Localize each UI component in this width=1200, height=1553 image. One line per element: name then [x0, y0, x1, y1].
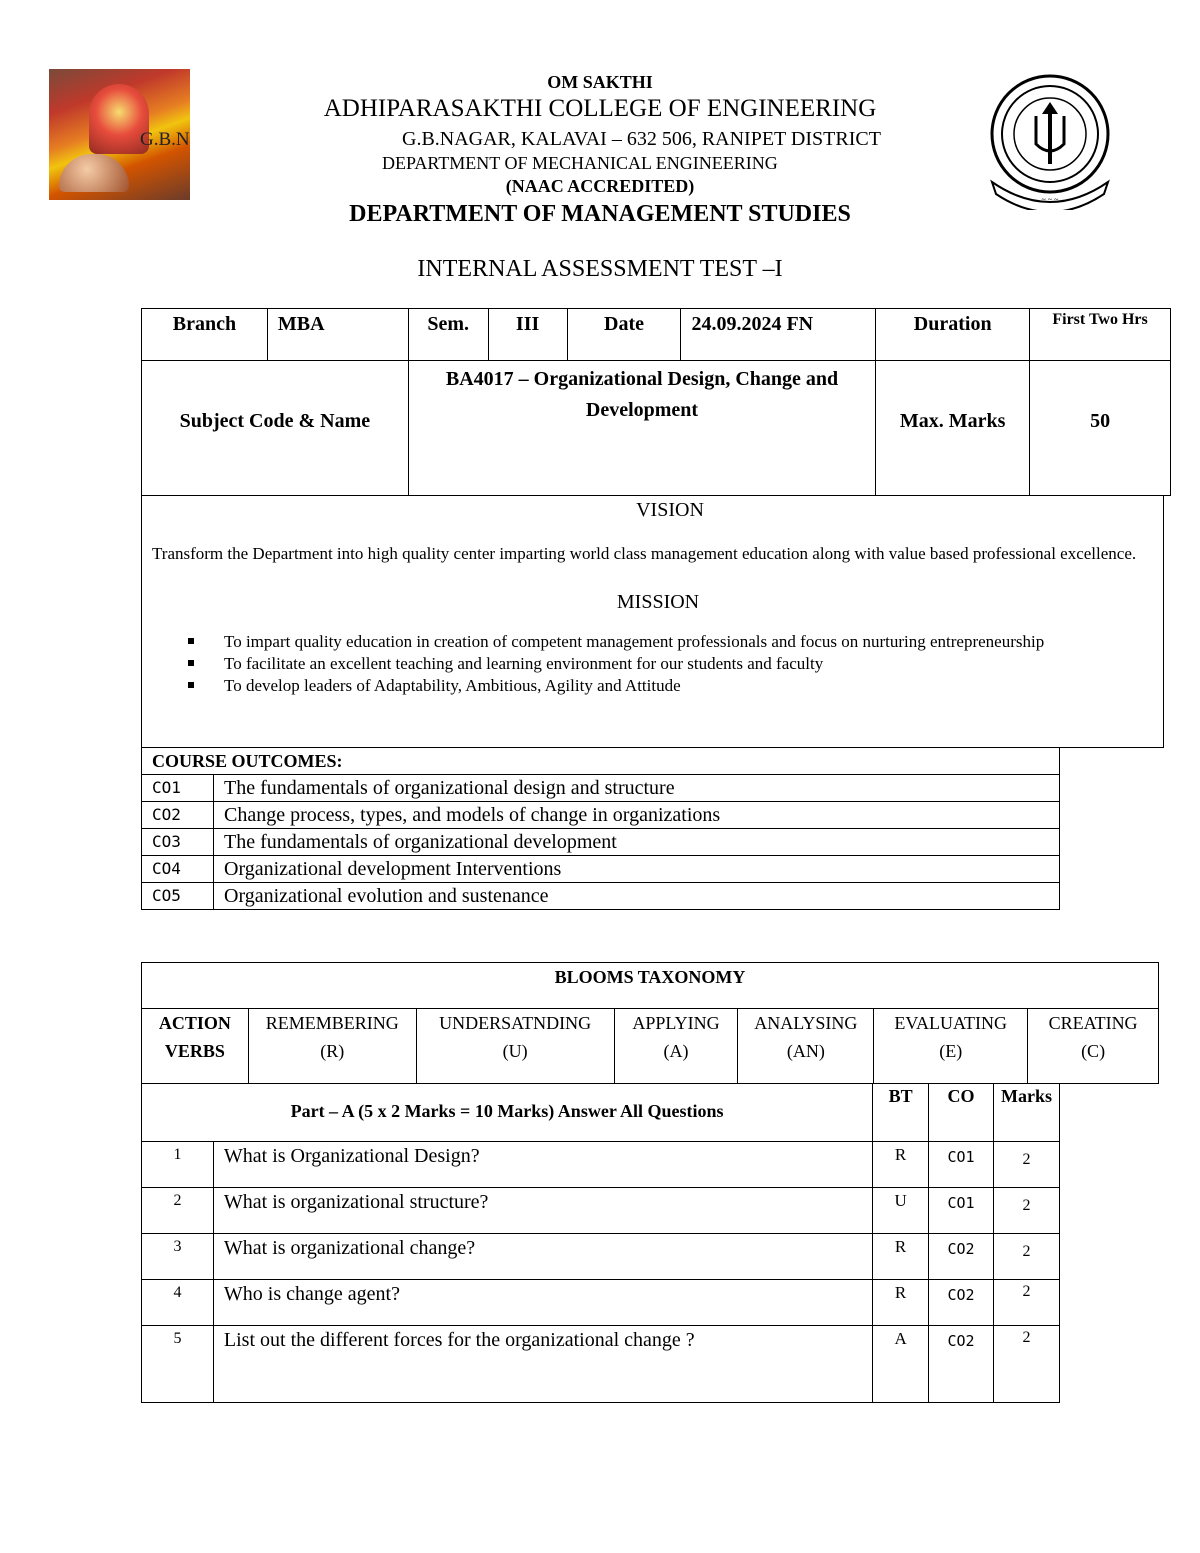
om-sakthi: OM SAKTHI — [547, 72, 653, 92]
vision-mission-box — [141, 495, 1164, 748]
question-bt: R — [873, 1141, 929, 1187]
table-row — [142, 775, 1060, 802]
co-description: The fundamentals of organizational development — [214, 829, 1060, 856]
dept-management: DEPARTMENT OF MANAGEMENT STUDIES — [349, 201, 851, 227]
sem-label: Sem. — [408, 309, 488, 361]
subject-label: Subject Code & Name — [142, 361, 409, 496]
college-emblem-logo — [986, 72, 1114, 210]
logo-text-overlay: G.B.N — [140, 129, 190, 150]
exam-info-table — [141, 308, 1171, 496]
question-co: CO1 — [929, 1187, 994, 1233]
college-address: G.B.NAGAR, KALAVAI – 632 506, RANIPET DISTRICT — [402, 128, 881, 150]
question-number: 5 — [142, 1325, 214, 1402]
table-row — [142, 883, 1060, 910]
blooms-title: BLOOMS TAXONOMY — [142, 963, 1159, 1009]
course-outcomes-table — [141, 748, 1060, 910]
question-text: What is organizational change? — [213, 1233, 872, 1279]
duration-value: First Two Hrs — [1030, 309, 1171, 361]
co-code: CO2 — [142, 802, 214, 829]
date-label: Date — [567, 309, 681, 361]
bt-column-header: BT — [873, 1083, 929, 1141]
question-marks: 2 — [994, 1233, 1060, 1279]
dept-mechanical: DEPARTMENT OF MECHANICAL ENGINEERING — [382, 153, 778, 173]
table-row — [142, 856, 1060, 883]
question-bt: R — [873, 1233, 929, 1279]
blooms-taxonomy-table — [141, 962, 1159, 1084]
test-title: INTERNAL ASSESSMENT TEST –I — [417, 256, 783, 282]
table-row — [142, 1233, 1060, 1279]
date-value: 24.09.2024 FN — [681, 309, 876, 361]
marks-column-header: Marks — [994, 1083, 1060, 1141]
question-co: CO1 — [929, 1141, 994, 1187]
mission-heading: MISSION — [616, 591, 700, 613]
bloom-level: EVALUATING (E) — [874, 1009, 1028, 1084]
co-code: CO1 — [142, 775, 214, 802]
question-marks: 2 — [994, 1325, 1060, 1402]
college-name: ADHIPARASAKTHI COLLEGE OF ENGINEERING — [323, 95, 877, 122]
co-description: Organizational development Interventions — [214, 856, 1060, 883]
sem-value: III — [488, 309, 567, 361]
subject-value: BA4017 – Organizational Design, Change and Development — [408, 361, 876, 496]
table-row — [142, 829, 1060, 856]
co-description: The fundamentals of organizational design and structure — [214, 775, 1060, 802]
svg-text:~ ~ ~: ~ ~ ~ — [1041, 195, 1059, 204]
action-verbs-label: ACTION VERBS — [142, 1009, 249, 1084]
mission-list — [142, 631, 1163, 697]
question-marks: 2 — [994, 1279, 1060, 1325]
branch-value: MBA — [267, 309, 408, 361]
vision-heading: VISION — [636, 499, 704, 521]
question-bt: A — [873, 1325, 929, 1402]
branch-label: Branch — [142, 309, 268, 361]
mission-item: To impart quality education in creation of competent management professionals and focus on nurturing entrepreneurship — [142, 631, 1163, 653]
question-number: 2 — [142, 1187, 214, 1233]
bullet-icon — [188, 682, 194, 688]
bloom-level: ANALYSING (AN) — [738, 1009, 874, 1084]
bloom-level: REMEMBERING (R) — [248, 1009, 416, 1084]
max-marks-label: Max. Marks — [876, 361, 1030, 496]
co-code: CO3 — [142, 829, 214, 856]
question-marks: 2 — [994, 1141, 1060, 1187]
question-text: What is Organizational Design? — [213, 1141, 872, 1187]
co-description: Organizational evolution and sustenance — [214, 883, 1060, 910]
course-outcomes-heading: COURSE OUTCOMES: — [142, 748, 1060, 775]
mission-item: To develop leaders of Adaptability, Ambitious, Agility and Attitude — [142, 675, 1163, 697]
bullet-icon — [188, 660, 194, 666]
max-marks-value: 50 — [1030, 361, 1171, 496]
duration-label: Duration — [876, 309, 1030, 361]
co-description: Change process, types, and models of change in organizations — [214, 802, 1060, 829]
vision-text: Transform the Department into high quality center imparting world class management education along with value based professional excellence. — [152, 544, 1137, 563]
question-co: CO2 — [929, 1325, 994, 1402]
mission-item: To facilitate an excellent teaching and learning environment for our students and faculty — [142, 653, 1163, 675]
naac-accredited: (NAAC ACCREDITED) — [505, 176, 695, 196]
question-bt: U — [873, 1187, 929, 1233]
question-co: CO2 — [929, 1233, 994, 1279]
bloom-level: APPLYING (A) — [614, 1009, 738, 1084]
table-row — [142, 802, 1060, 829]
question-bt: R — [873, 1279, 929, 1325]
table-row — [142, 1279, 1060, 1325]
question-text: What is organizational structure? — [213, 1187, 872, 1233]
question-co: CO2 — [929, 1279, 994, 1325]
table-row — [142, 1141, 1060, 1187]
bullet-icon — [188, 638, 194, 644]
question-text: Who is change agent? — [213, 1279, 872, 1325]
question-number: 3 — [142, 1233, 214, 1279]
co-code: CO4 — [142, 856, 214, 883]
bloom-level: UNDERSATNDING (U) — [416, 1009, 614, 1084]
table-row — [142, 1325, 1060, 1402]
co-code: CO5 — [142, 883, 214, 910]
question-number: 4 — [142, 1279, 214, 1325]
bloom-level: CREATING (C) — [1028, 1009, 1159, 1084]
table-row — [142, 1187, 1060, 1233]
co-column-header: CO — [929, 1083, 994, 1141]
part-a-heading: Part – A (5 x 2 Marks = 10 Marks) Answer All Questions — [142, 1083, 873, 1141]
question-text: List out the different forces for the organizational change ? — [213, 1325, 872, 1402]
question-marks: 2 — [994, 1187, 1060, 1233]
question-number: 1 — [142, 1141, 214, 1187]
part-a-questions-table — [141, 1083, 1060, 1403]
